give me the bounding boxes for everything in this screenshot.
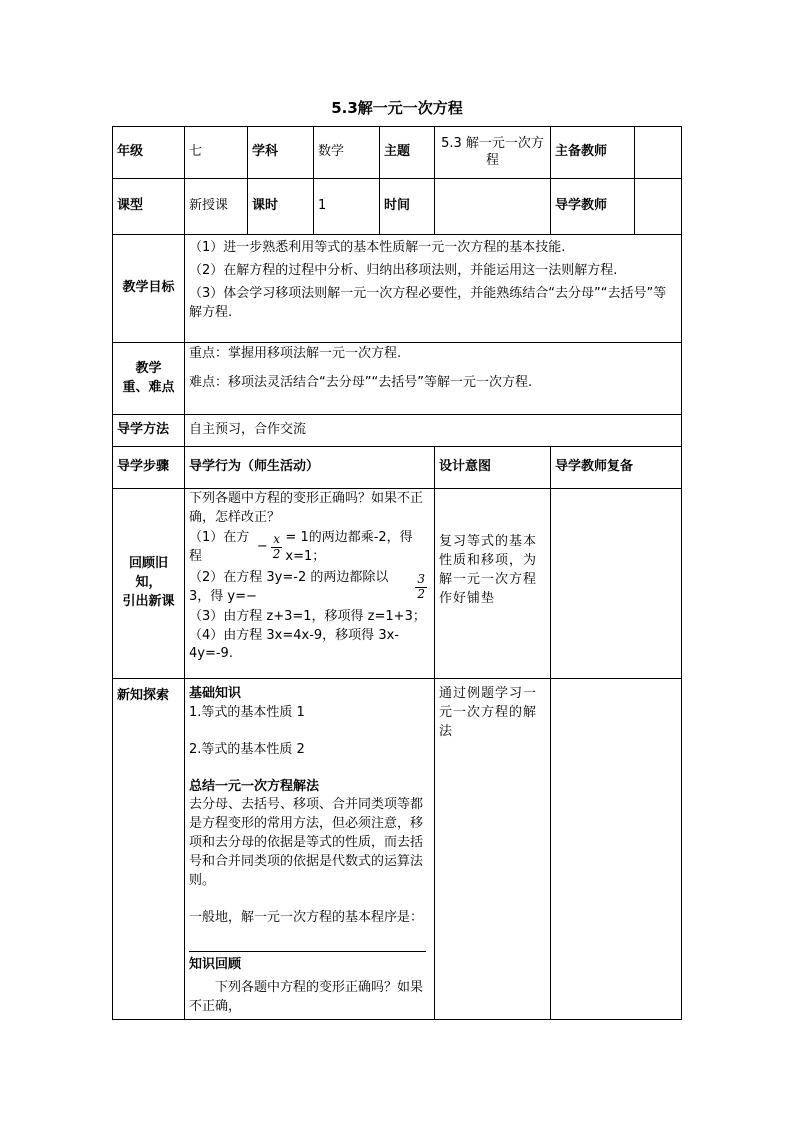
goal-item: （2）在解方程的过程中分析、归纳出移项法则，并能运用这一法则解方程. xyxy=(189,262,618,278)
item2-fraction xyxy=(415,573,427,602)
steps-col4-header: 导学教师复备 xyxy=(551,447,682,489)
method-label: 导学方法 xyxy=(113,415,185,447)
period-label: 课时 xyxy=(248,179,314,235)
lesson-plan-table xyxy=(112,126,682,1020)
item1-text-b: = 1的两边都乘-2，得 x=1； xyxy=(285,529,413,564)
grade-value: 七 xyxy=(185,127,248,179)
item1-denominator: 2 xyxy=(272,547,281,562)
goal-item: （1）进一步熟悉利用等式的基本性质解一元一次方程的基本技能. xyxy=(189,240,566,255)
item2-text-a: （2）在方程 3y=-2 的两边都除以 3，得 y=− xyxy=(189,569,389,604)
lead-teacher-value xyxy=(635,127,682,179)
period-value: 1 xyxy=(314,179,380,235)
lead-teacher-label: 主备教师 xyxy=(551,127,635,179)
subject-label: 学科 xyxy=(248,127,314,179)
review-intent: 复习等式的基本性质和移项，为解一元一次方程作好铺垫 xyxy=(435,489,551,679)
recall-title: 知识回顾 xyxy=(189,957,242,973)
review-content xyxy=(185,489,435,679)
steps-col2-header: 导学行为（师生活动） xyxy=(185,447,435,489)
grade-label: 年级 xyxy=(113,127,185,179)
key-points-label-line2: 重、难点 xyxy=(122,379,175,395)
key-point: 重点：掌握用移项法解一元一次方程. xyxy=(189,346,402,361)
row-steps-header xyxy=(113,447,682,489)
review-label xyxy=(113,489,185,679)
summary-title: 总结一元一次方程解法 xyxy=(189,778,320,794)
key-points-content xyxy=(185,343,682,415)
item1-fraction xyxy=(271,533,283,562)
time-value xyxy=(435,179,551,235)
review-label-line1: 回顾旧知， xyxy=(128,556,168,591)
row-key-points xyxy=(113,343,682,415)
goals-label: 教学目标 xyxy=(113,235,185,343)
time-label: 时间 xyxy=(380,179,435,235)
row-type xyxy=(113,179,682,235)
summary-text: 去分母、去括号、移项、合并同类项等都是方程变形的常用方法，但必须注意，移项和去分母的依据是等式的性质，而去括号和合并同类项的依据是代数式的运算法则。 xyxy=(189,797,424,888)
procedure-text: 一般地，解一元一次方程的基本程序是： xyxy=(189,909,424,925)
row-goals xyxy=(113,235,682,343)
review-item-2 xyxy=(189,568,430,608)
row-review xyxy=(113,489,682,679)
key-points-label-line1: 教学 xyxy=(135,360,162,376)
type-label: 课型 xyxy=(113,179,185,235)
row-explore xyxy=(113,679,682,1020)
basics-title: 基础知识 xyxy=(189,686,242,701)
basic-property-1: 1.等式的基本性质 1 xyxy=(189,704,305,720)
method-value: 自主预习，合作交流 xyxy=(185,415,682,447)
row-grade xyxy=(113,127,682,179)
item2-numerator: 3 xyxy=(417,572,425,587)
guide-teacher-label: 导学教师 xyxy=(551,179,635,235)
procedure-answer-line xyxy=(189,951,426,952)
explore-label: 新知探索 xyxy=(113,679,185,1020)
key-points-label xyxy=(113,343,185,415)
page-title: 5.3解一元一次方程 xyxy=(331,99,463,117)
review-notes xyxy=(551,489,682,679)
topic-label: 主题 xyxy=(380,127,435,179)
steps-col3-header: 设计意图 xyxy=(435,447,551,489)
review-question: 下列各题中方程的变形正确吗？如果不正确，怎样改正？ xyxy=(189,491,424,525)
item1-text-a: （1）在方程 xyxy=(189,529,250,564)
review-label-line2: 引出新课 xyxy=(122,593,175,609)
review-item-1 xyxy=(189,528,430,568)
basic-property-2: 2.等式的基本性质 2 xyxy=(189,741,305,757)
explore-notes xyxy=(551,679,682,1020)
explore-intent: 通过例题学习一元一次方程的解法 xyxy=(435,679,551,1020)
difficult-point: 难点：移项法灵活结合“去分母”“去括号”等解一元一次方程. xyxy=(189,374,533,390)
subject-value: 数学 xyxy=(314,127,380,179)
goal-item: （3）体会学习移项法则解一元一次方程必要性，并能熟练结合“去分母”“去括号”等解方程. xyxy=(189,285,667,320)
row-method xyxy=(113,415,682,447)
recall-text: 下列各题中方程的变形正确吗？如果不正确， xyxy=(189,980,424,1015)
review-item-4: （4）由方程 3x=4x-9，移项得 3x-4y=-9. xyxy=(189,627,399,662)
goals-content xyxy=(185,235,682,343)
guide-teacher-value xyxy=(635,179,682,235)
item2-denominator: 2 xyxy=(417,587,425,602)
item1-numerator: x xyxy=(273,532,280,547)
item1-minus: − xyxy=(256,539,268,555)
type-value: 新授课 xyxy=(185,179,248,235)
steps-col1-header: 导学步骤 xyxy=(113,447,185,489)
explore-content xyxy=(185,679,435,1020)
review-item-3: （3）由方程 z+3=1，移项得 z=1+3； xyxy=(189,608,426,624)
topic-value: 5.3 解一元一次方程 xyxy=(435,127,551,179)
